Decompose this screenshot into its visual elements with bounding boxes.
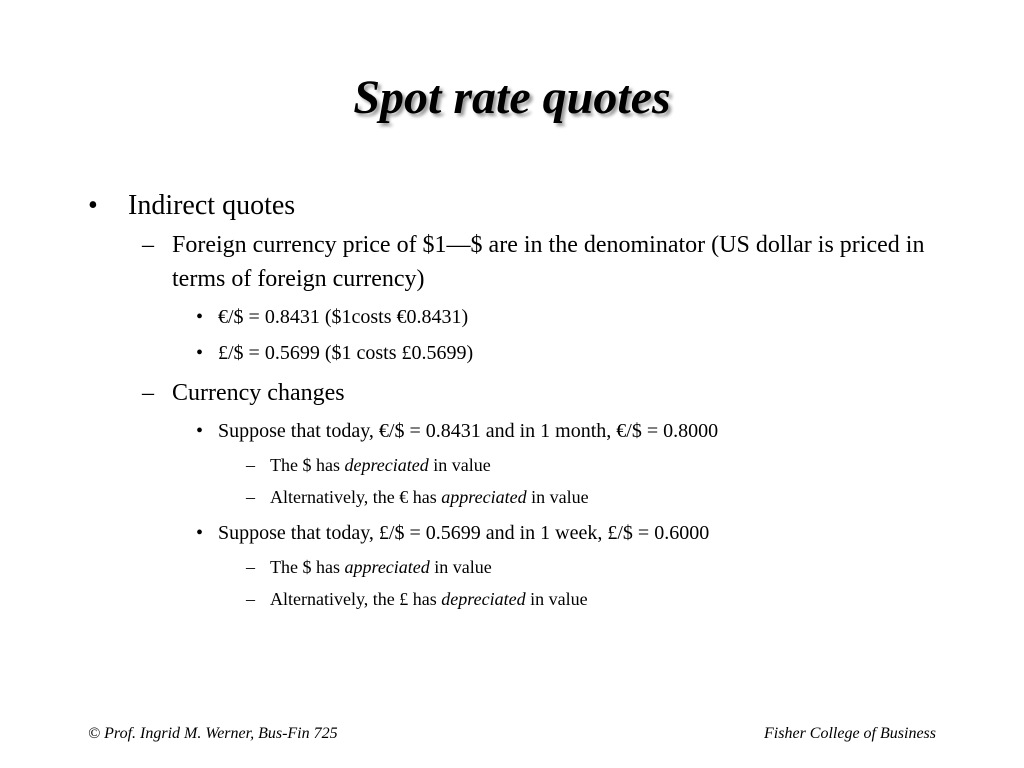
note-tail: in value (526, 487, 589, 507)
note-text (270, 484, 1024, 510)
bullet-text: €/$ = 0.8431 ($1costs €0.8431) (218, 306, 469, 328)
note-emphasis: depreciated (441, 589, 526, 609)
subitem-text: Foreign currency price of $1—$ are in the denominator (US dollar is priced in terms of foreign currency) (172, 232, 925, 292)
slide-title: Spot rate quotes (353, 71, 671, 124)
bullet-euro-quote (0, 302, 1024, 332)
note-lead: Alternatively, the £ has (270, 589, 442, 609)
dash-marker: – (246, 557, 255, 577)
dash-marker: – (246, 589, 255, 609)
note-tail: in value (429, 557, 492, 577)
dash-marker: – (142, 232, 154, 258)
bullet-text: Suppose that today, £/$ = 0.5699 and in 1 week, £/$ = 0.6000 (218, 522, 710, 544)
slide-body (0, 186, 1024, 612)
bullet-text: Suppose that today, €/$ = 0.8431 and in 1 month, €/$ = 0.8000 (218, 420, 719, 442)
bullet-pound-example (0, 518, 1024, 548)
note-text (270, 452, 1024, 478)
subitem-foreign-currency-price (0, 228, 1024, 296)
note-text (270, 554, 1024, 580)
bullet-euro-example (0, 416, 1024, 446)
bullet-text: Indirect quotes (128, 190, 296, 221)
note-lead: The $ has (270, 455, 345, 475)
bullet-marker: • (196, 420, 204, 442)
note-lead: The $ has (270, 557, 345, 577)
footer-institution: Fisher College of Business (764, 725, 936, 742)
dash-marker: – (246, 487, 255, 507)
bullet-text: £/$ = 0.5699 ($1 costs £0.5699) (218, 342, 474, 364)
note-euro-appreciated (0, 484, 1024, 510)
bullet-indirect-quotes (0, 186, 1024, 226)
note-emphasis: appreciated (441, 487, 527, 507)
note-pound-depreciated (0, 586, 1024, 612)
subitem-currency-changes (0, 376, 1024, 410)
note-emphasis: appreciated (344, 557, 430, 577)
note-text (270, 586, 1024, 612)
bullet-marker: • (196, 522, 204, 544)
note-dollar-appreciated (0, 554, 1024, 580)
note-lead: Alternatively, the € has (270, 487, 442, 507)
bullet-marker: • (88, 190, 98, 221)
note-dollar-depreciated (0, 452, 1024, 478)
bullet-marker: • (196, 306, 204, 328)
dash-marker: – (142, 380, 154, 406)
dash-marker: – (246, 455, 255, 475)
note-emphasis: depreciated (344, 455, 429, 475)
footer-copyright: © Prof. Ingrid M. Werner, Bus-Fin 725 (88, 725, 338, 742)
note-tail: in value (525, 589, 588, 609)
note-tail: in value (428, 455, 491, 475)
bullet-pound-quote (0, 338, 1024, 368)
bullet-marker: • (196, 342, 204, 364)
subitem-text: Currency changes (172, 380, 345, 406)
